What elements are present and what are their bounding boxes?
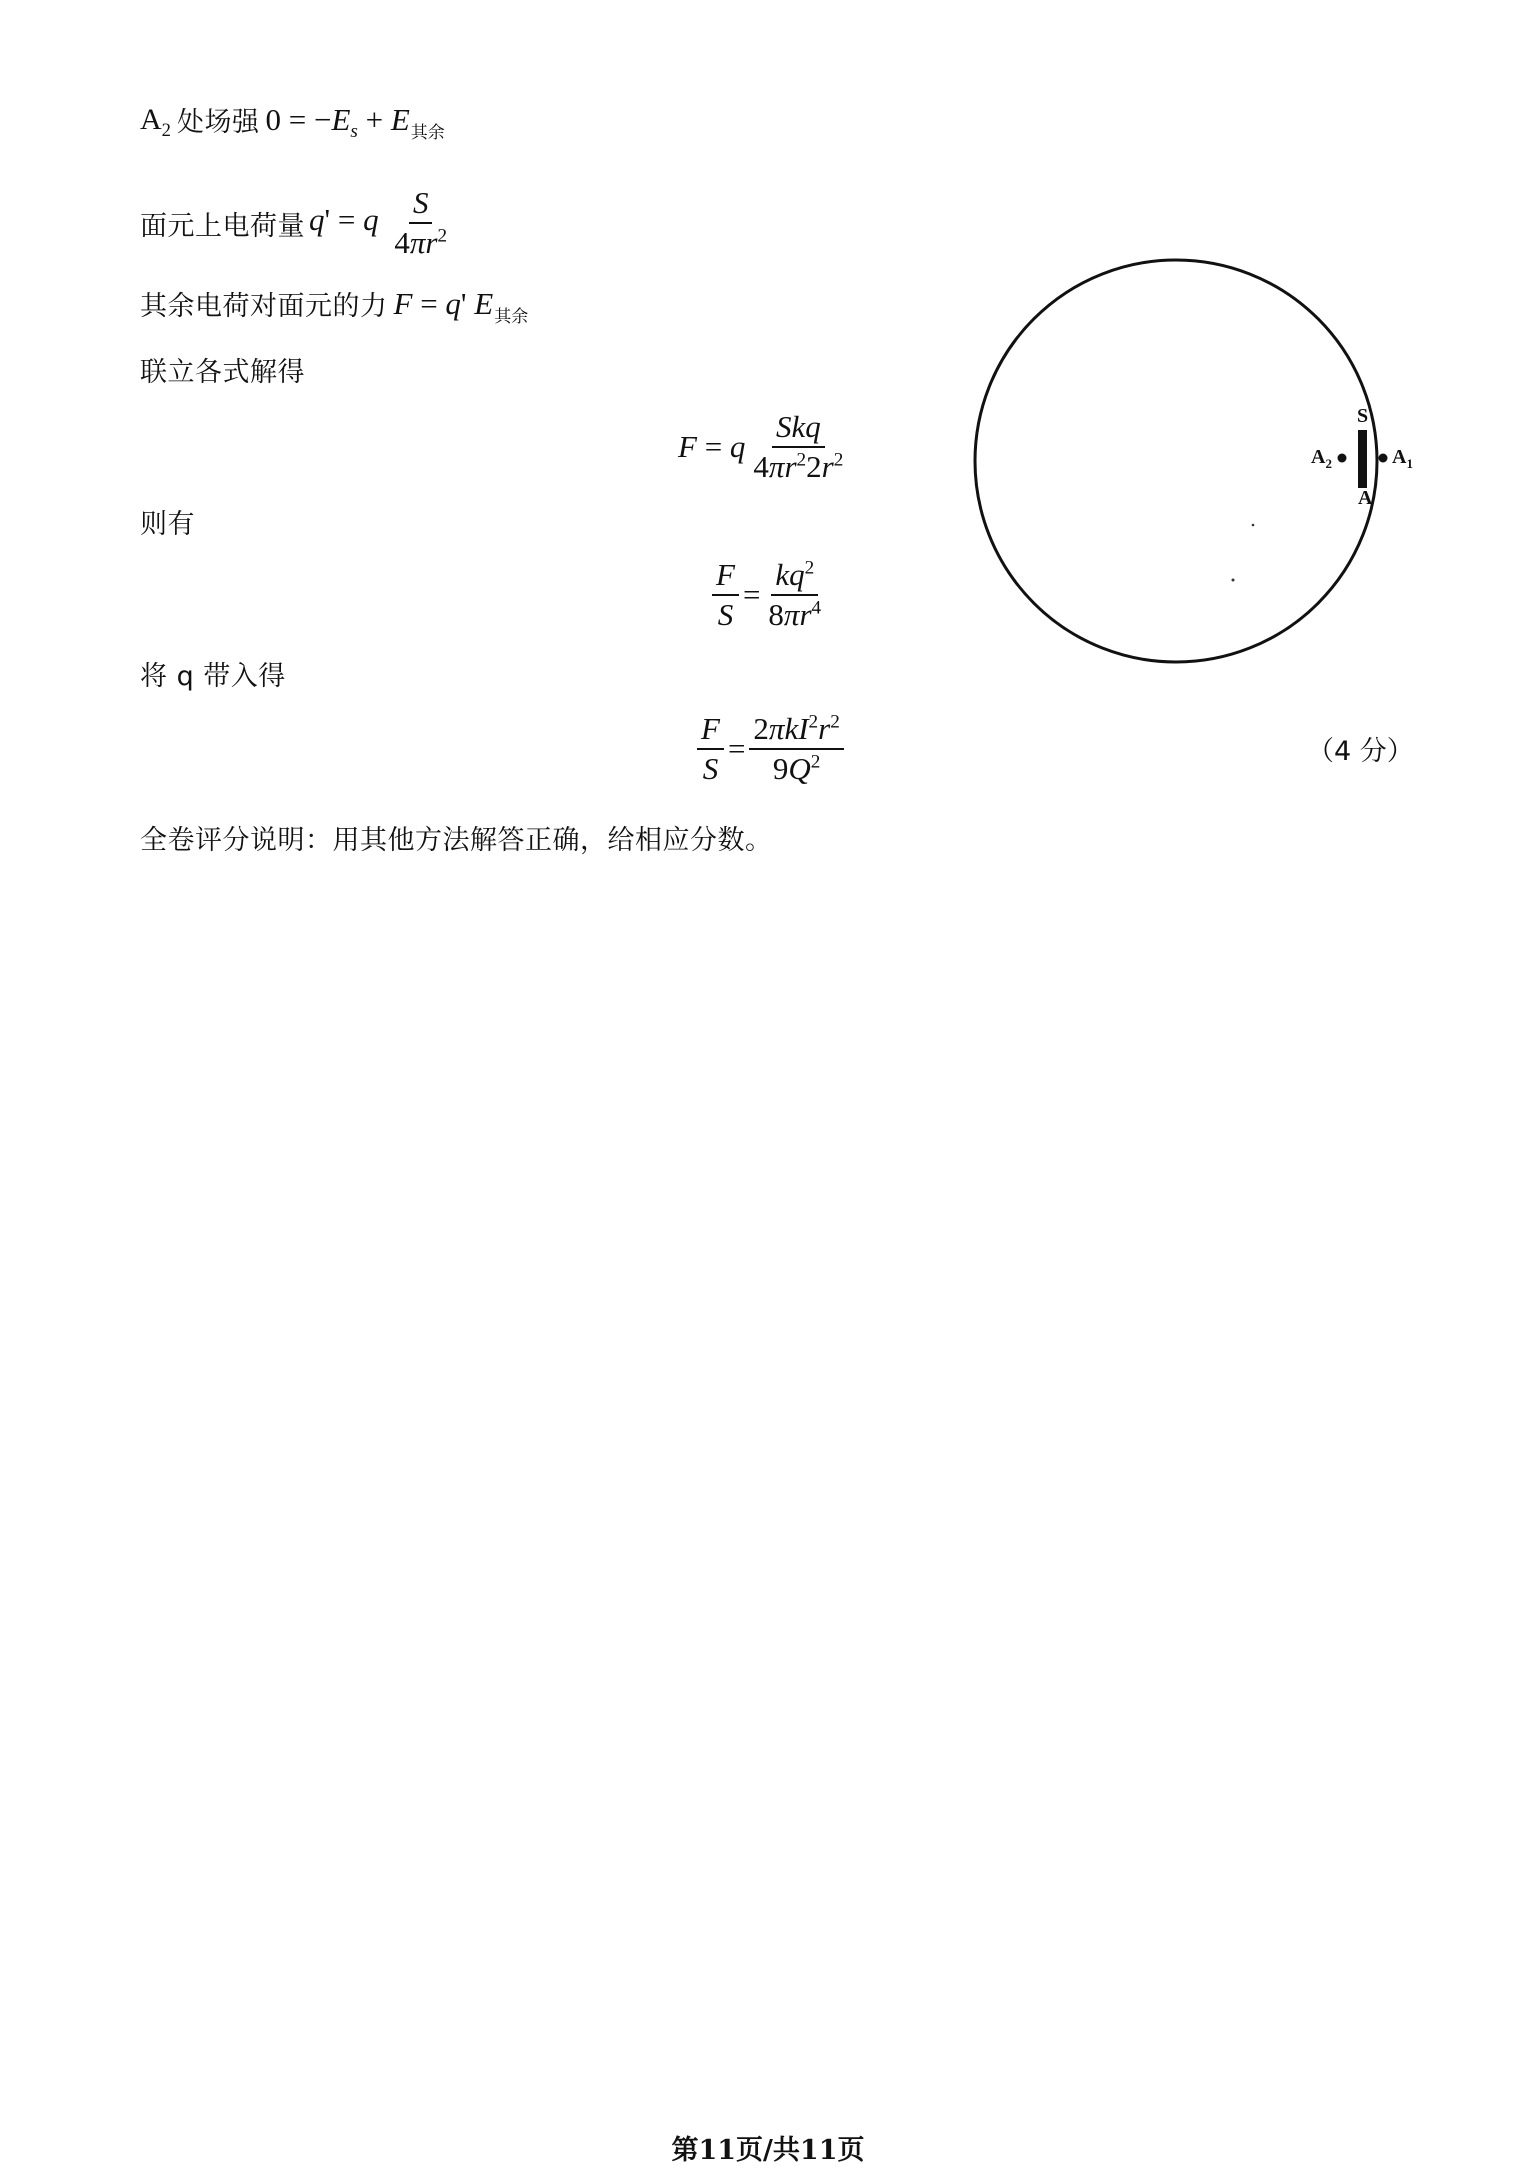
final-lhs-fraction: $\frac{F}{S}$ [697,712,724,786]
force-text: 其余电荷对面元的力 [140,291,388,322]
surface-charge-text: 面元上电荷量 [140,210,305,242]
field-strength-line [140,100,445,143]
sphere-diagram [955,250,1435,680]
label-s: S [1357,405,1369,427]
force-result-equation: F = q $\frac{\text{Skq}}{4\pi r^22r^2}$ [678,410,851,484]
score-label: （4 分） [1307,736,1414,767]
final-equation: $\frac{F}{S}$ = $\frac{2\pi kI^2r^2}{9Q^2}$ [693,712,848,786]
point-a1-dot [1379,454,1388,463]
surface-element [1358,430,1367,488]
solve-line [140,350,305,389]
pressure-rhs-fraction: $\frac{kq^2}{8\pi r^4}$ [768,557,822,633]
speck [1252,524,1255,527]
surface-charge-fraction: $\frac{S}{4\pi r^2}$ [394,185,448,261]
scoring-note-line [140,818,773,857]
force-line [140,284,529,327]
speck [1232,579,1235,582]
remaining-subscript: 其余 [410,122,445,143]
label-a2: $A_2$ [1311,446,1332,471]
field-strength-equation: $0 = -E_s + E_{其余}$ [265,101,445,143]
solve-text: 联立各式解得 [140,357,305,388]
label-a: A [1358,487,1373,509]
pressure-equation: $\frac{F}{S}$ = $\frac{kq^2}{8\pi r^4}$ [708,558,829,632]
a2-symbol: $A_2$ [140,102,171,141]
surface-charge-equation: q' = q $\frac{S}{4\pi r^2}$ [309,186,455,260]
label-a1: $A_1$ [1392,446,1413,471]
substitute-text: 将 q 带入得 [140,661,286,692]
scoring-note: 全卷评分说明：用其他方法解答正确，给相应分数。 [140,825,773,856]
point-a2-dot [1338,454,1347,463]
pressure-lhs-fraction: $\frac{F}{S}$ [712,558,739,632]
sphere-diagram-svg [955,250,1435,680]
surface-charge-line [140,186,455,260]
then-line [140,502,195,541]
then-text: 则有 [140,509,195,540]
force-result-fraction: $\frac{\text{Skq}}{4\pi r^22r^2}$ [753,409,844,485]
final-rhs-fraction: $\frac{2\pi kI^2r^2}{9Q^2}$ [749,712,843,786]
page-footer: 第11页/共11页 [671,2135,865,2166]
remaining-subscript: 其余 [494,306,529,327]
force-equation: F = q' $E_{其余}$ [393,285,529,327]
substitute-line [140,654,286,693]
field-strength-text: 处场强 [176,107,260,138]
